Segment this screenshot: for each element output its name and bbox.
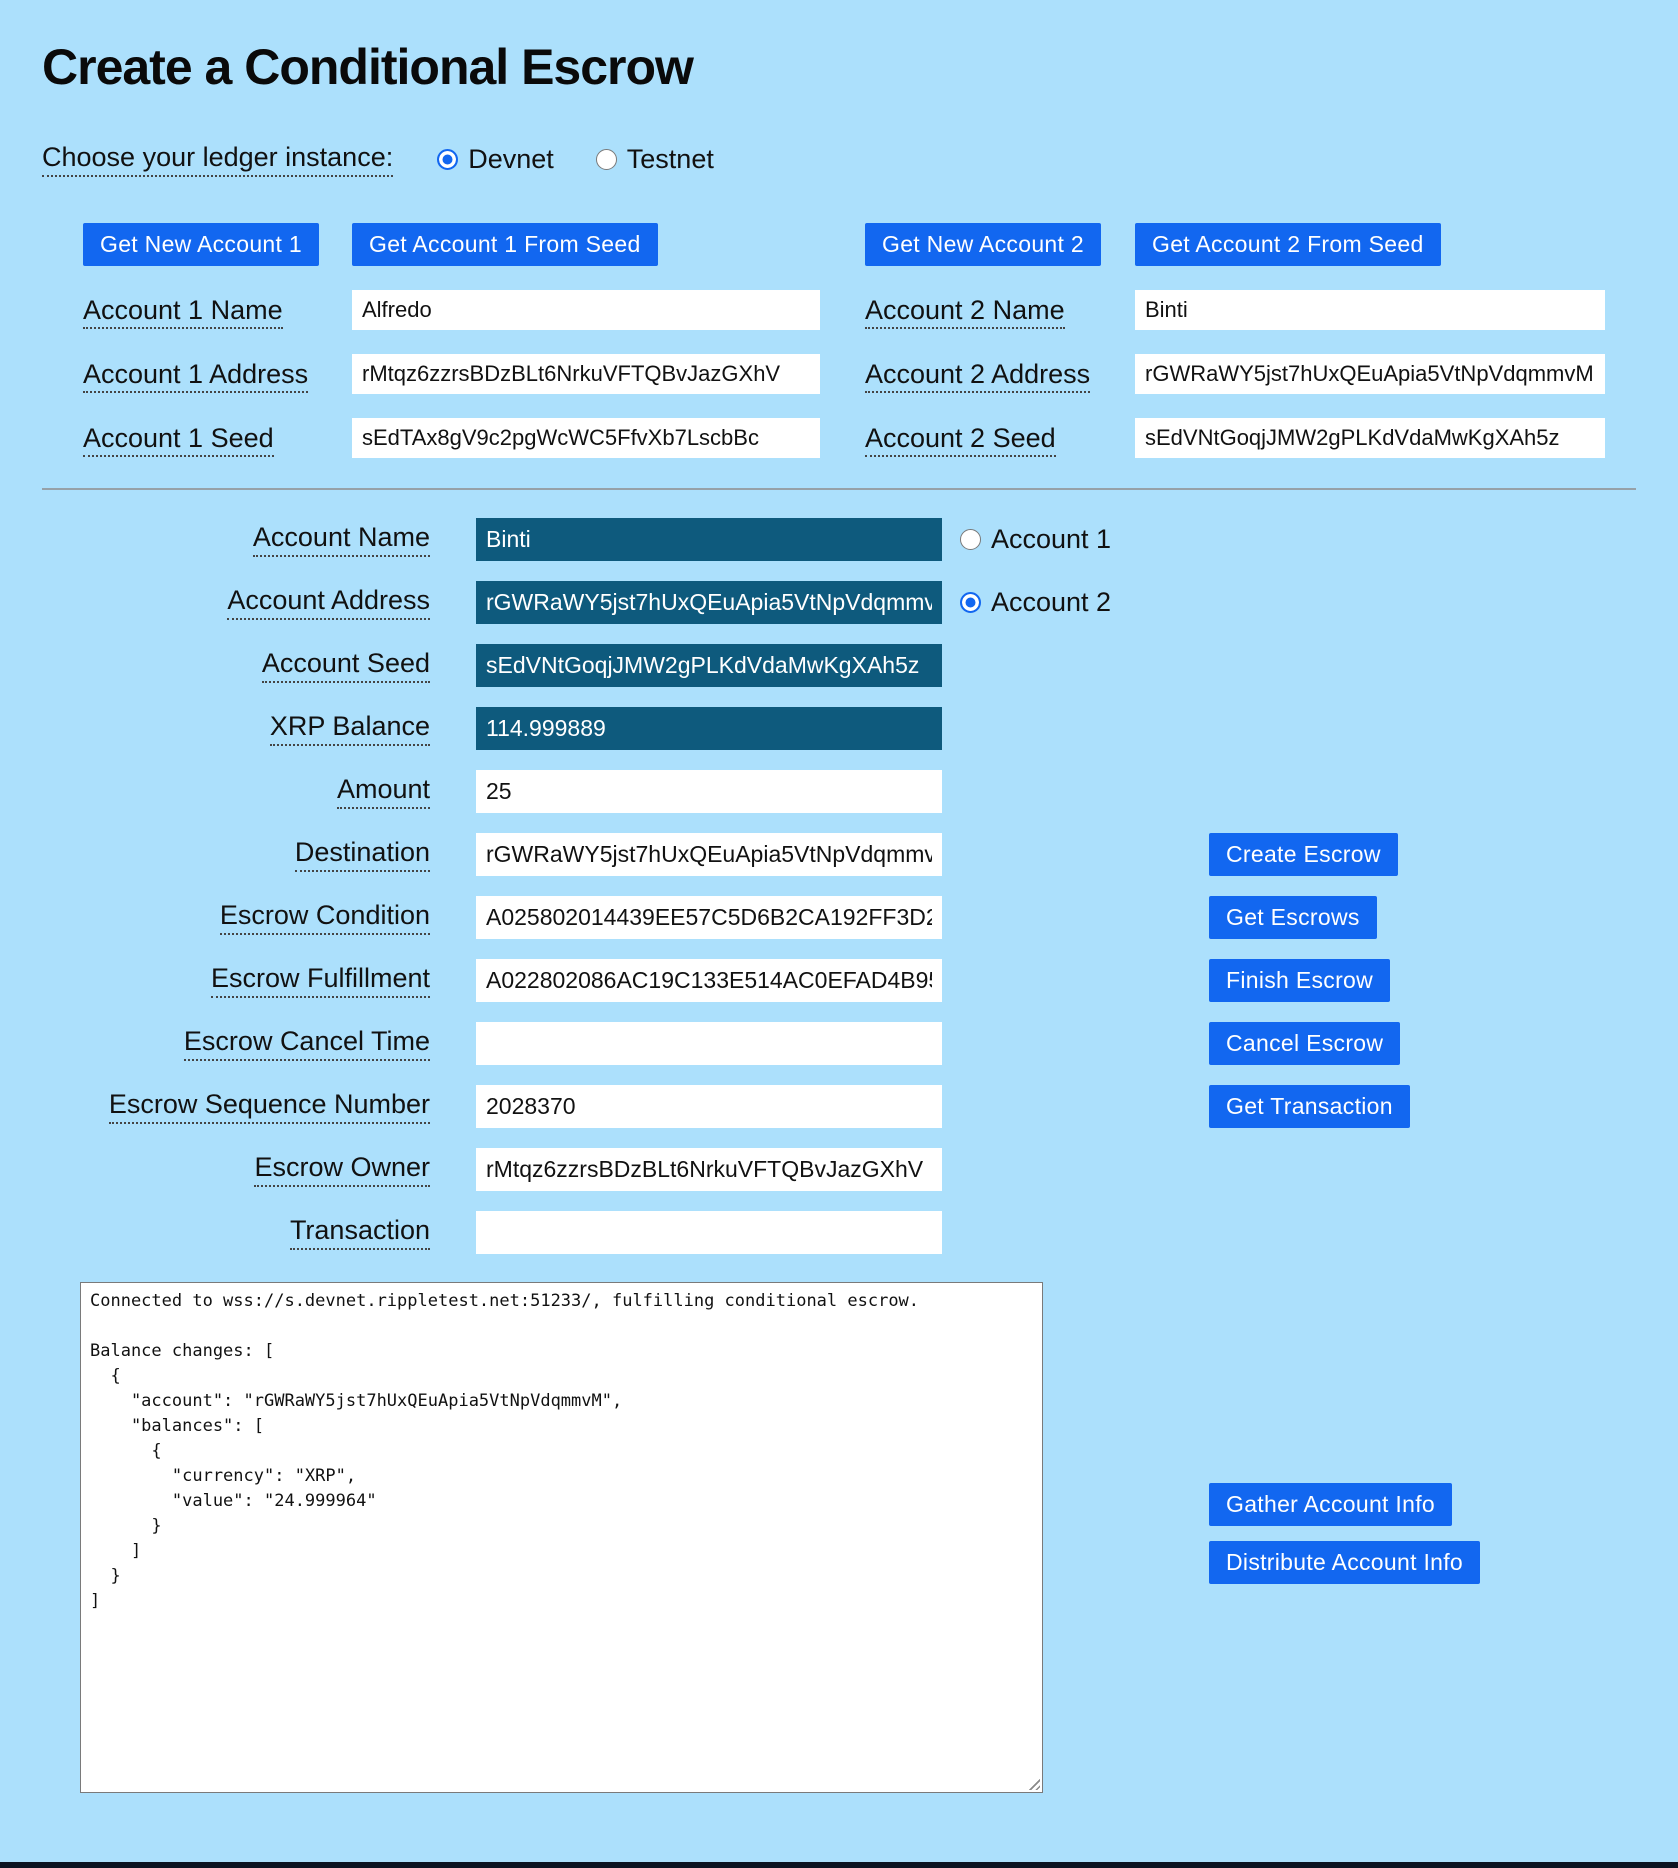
devnet-radio-label: Devnet (468, 144, 554, 174)
cell (83, 223, 352, 266)
escrow-fulfillment-row (42, 949, 1678, 1012)
amount-row (42, 760, 1678, 823)
escrow-condition-input[interactable] (476, 896, 942, 939)
account-1-radio[interactable] (960, 529, 981, 550)
finish-escrow-button[interactable]: Finish Escrow (1209, 959, 1390, 1002)
account-1-address-label: Account 1 Address (83, 359, 308, 393)
cell (352, 290, 865, 330)
escrow-sequence-number-row (42, 1075, 1678, 1138)
escrow-fulfillment-label: Escrow Fulfillment (211, 963, 430, 998)
account-address-field[interactable] (476, 581, 942, 624)
account-seed-field[interactable] (476, 644, 942, 687)
xrp-balance-row (42, 697, 1678, 760)
account-2-name-input[interactable] (1135, 290, 1605, 330)
ledger-label: Choose your ledger instance: (42, 142, 393, 177)
xrp-balance-field[interactable] (476, 707, 942, 750)
destination-input[interactable] (476, 833, 942, 876)
get-account-1-from-seed-button[interactable]: Get Account 1 From Seed (352, 223, 658, 266)
create-escrow-button[interactable]: Create Escrow (1209, 833, 1398, 876)
account-2-radio-label: Account 2 (991, 587, 1112, 617)
cell (352, 418, 865, 458)
account-2-radio[interactable] (960, 592, 981, 613)
cell (1135, 354, 1610, 394)
escrow-condition-label: Escrow Condition (220, 900, 430, 935)
account-setup-section (83, 223, 1678, 458)
escrow-owner-row (42, 1138, 1678, 1201)
escrow-owner-label: Escrow Owner (254, 1152, 430, 1187)
escrow-sequence-number-input[interactable] (476, 1085, 942, 1128)
testnet-radio-label: Testnet (626, 144, 714, 174)
cell (865, 359, 1135, 390)
escrow-cancel-time-row (42, 1012, 1678, 1075)
cell (1135, 290, 1610, 330)
account-address-row (42, 571, 1678, 634)
transaction-label: Transaction (290, 1215, 430, 1250)
account-2-name-label: Account 2 Name (865, 295, 1065, 329)
console-section (0, 1282, 1678, 1842)
cell (352, 223, 865, 266)
distribute-account-info-button[interactable]: Distribute Account Info (1209, 1541, 1480, 1584)
cell (865, 295, 1135, 326)
ledger-selector (42, 142, 1678, 177)
cell (1135, 223, 1610, 266)
cell (83, 423, 352, 454)
escrow-fulfillment-input[interactable] (476, 959, 942, 1002)
account-1-address-input[interactable] (352, 354, 820, 394)
escrow-cancel-time-label: Escrow Cancel Time (184, 1026, 430, 1061)
account-2-address-label: Account 2 Address (865, 359, 1090, 393)
cell (83, 295, 352, 326)
account-2-seed-label: Account 2 Seed (865, 423, 1056, 457)
bottom-edge (0, 1862, 1678, 1868)
cell (352, 354, 865, 394)
account-1-name-input[interactable] (352, 290, 820, 330)
testnet-option (596, 144, 714, 175)
account-1-seed-label: Account 1 Seed (83, 423, 274, 457)
account-1-option (960, 524, 1111, 555)
devnet-option (437, 144, 554, 175)
account-2-address-input[interactable] (1135, 354, 1605, 394)
account-name-field[interactable] (476, 518, 942, 561)
page-title: Create a Conditional Escrow (42, 39, 693, 95)
escrow-condition-row (42, 886, 1678, 949)
account-2-seed-input[interactable] (1135, 418, 1605, 458)
cell (1135, 418, 1610, 458)
destination-label: Destination (295, 837, 430, 872)
cell (865, 223, 1135, 266)
transaction-row (42, 1201, 1678, 1264)
escrow-sequence-number-label: Escrow Sequence Number (109, 1089, 430, 1124)
account-name-row (42, 508, 1678, 571)
gather-account-info-button[interactable]: Gather Account Info (1209, 1483, 1452, 1526)
escrow-owner-input[interactable] (476, 1148, 942, 1191)
testnet-radio[interactable] (596, 149, 617, 170)
account-address-label: Account Address (227, 585, 430, 620)
account-seed-row (42, 634, 1678, 697)
escrow-form-section (42, 508, 1678, 1264)
account-1-name-label: Account 1 Name (83, 295, 283, 329)
transaction-input[interactable] (476, 1211, 942, 1254)
xrp-balance-label: XRP Balance (270, 711, 430, 746)
amount-label: Amount (337, 774, 430, 809)
get-new-account-1-button[interactable]: Get New Account 1 (83, 223, 319, 266)
account-name-label: Account Name (253, 522, 430, 557)
get-new-account-2-button[interactable]: Get New Account 2 (865, 223, 1101, 266)
account-1-radio-label: Account 1 (991, 524, 1112, 554)
account-2-option (960, 587, 1111, 618)
escrow-cancel-time-input[interactable] (476, 1022, 942, 1065)
get-transaction-button[interactable]: Get Transaction (1209, 1085, 1410, 1128)
account-1-seed-input[interactable] (352, 418, 820, 458)
section-divider (42, 488, 1636, 490)
cancel-escrow-button[interactable]: Cancel Escrow (1209, 1022, 1400, 1065)
cell (83, 359, 352, 390)
cell (865, 423, 1135, 454)
destination-row (42, 823, 1678, 886)
get-escrows-button[interactable]: Get Escrows (1209, 896, 1377, 939)
devnet-radio[interactable] (437, 149, 458, 170)
account-seed-label: Account Seed (262, 648, 430, 683)
get-account-2-from-seed-button[interactable]: Get Account 2 From Seed (1135, 223, 1441, 266)
amount-input[interactable] (476, 770, 942, 813)
result-console[interactable] (80, 1282, 1043, 1793)
